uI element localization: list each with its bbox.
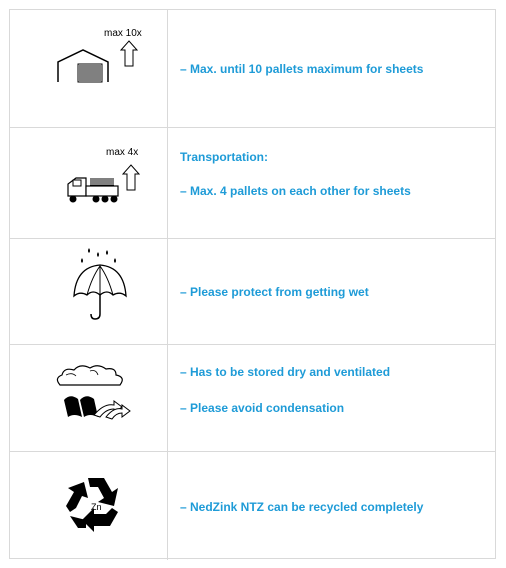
store-dry-text: – Has to be stored dry and ventilated [180, 365, 391, 379]
text-cell [168, 128, 495, 238]
avoid-condensation-text: – Please avoid condensation [180, 401, 345, 415]
icon-cell [10, 10, 168, 127]
text-cell [168, 10, 495, 127]
text-cell [168, 452, 495, 560]
protect-wet-text: – Please protect from getting wet [180, 285, 369, 299]
storage-instructions-table [9, 9, 496, 559]
table-row [10, 10, 495, 128]
table-row [10, 452, 495, 560]
truck-stacking-icon [10, 128, 168, 239]
transportation-heading: Transportation: [180, 150, 269, 164]
warehouse-stacking-icon [10, 10, 168, 128]
stacking-limit-text: – Max. until 10 pallets maximum for sheets [180, 62, 424, 76]
table-row [10, 345, 495, 452]
max-label: max 10x [104, 28, 142, 39]
text-cell [168, 345, 495, 451]
icon-cell [10, 239, 168, 344]
text-cell [168, 239, 495, 344]
max-label: max 4x [106, 147, 139, 158]
icon-cell [10, 345, 168, 451]
icon-cell [10, 128, 168, 238]
table-row [10, 239, 495, 345]
transport-limit-text: – Max. 4 pallets on each other for sheets [180, 184, 411, 198]
recycle-zn-icon [10, 452, 168, 560]
cloud-ventilation-icon [10, 345, 168, 452]
table-row [10, 128, 495, 239]
icon-cell [10, 452, 168, 560]
zn-label: Zn [91, 502, 102, 512]
umbrella-rain-icon [10, 239, 168, 345]
recycled-text: – NedZink NTZ can be recycled completely [180, 500, 424, 514]
